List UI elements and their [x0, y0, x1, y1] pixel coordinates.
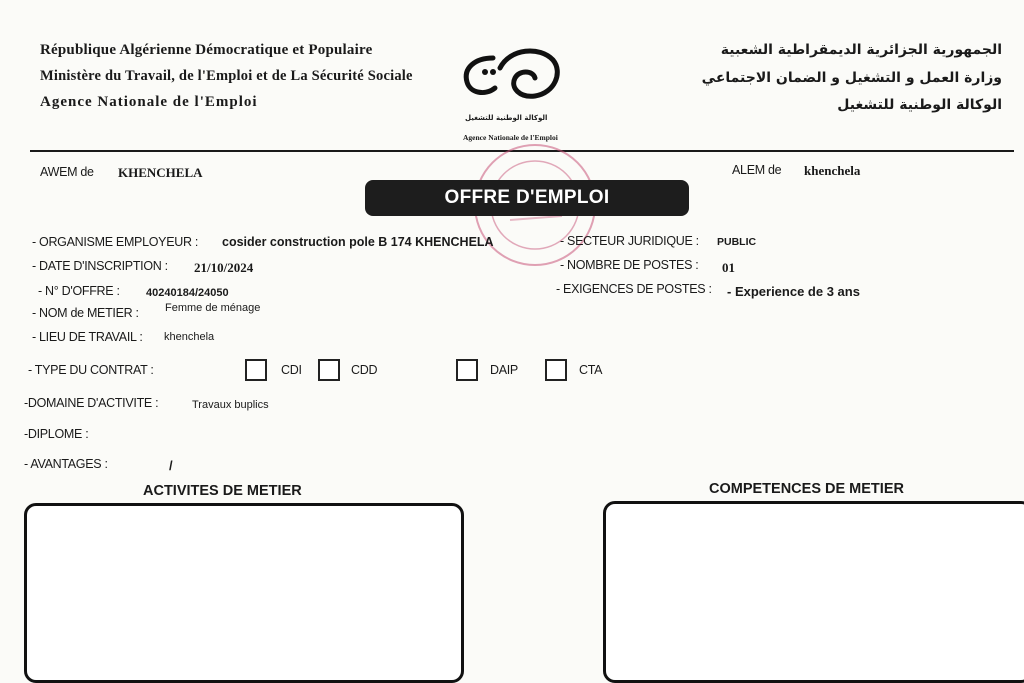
- cdd-checkbox[interactable]: [318, 359, 340, 381]
- organisme-label: - ORGANISME EMPLOYEUR :: [32, 235, 199, 249]
- num-offre-label: - N° D'OFFRE :: [38, 284, 120, 298]
- awem-value: KHENCHELA: [118, 165, 203, 180]
- avantages-label: - AVANTAGES :: [24, 457, 108, 471]
- cta-label: CTA: [579, 363, 603, 377]
- awem-label: AWEM de: [40, 165, 94, 179]
- secteur-value: PUBLIC: [717, 236, 757, 248]
- logo-caption-fr: Agence Nationale de l'Emploi: [463, 133, 558, 142]
- anem-logo-icon: [455, 38, 565, 108]
- activites-panel[interactable]: [24, 503, 464, 683]
- diplome-label: -DIPLOME :: [24, 427, 89, 441]
- daip-label: DAIP: [490, 363, 518, 377]
- alem-label: ALEM de: [732, 163, 782, 177]
- avantages-value: /: [169, 458, 173, 473]
- logo-caption-ar: الوكالة الوطنية للتشغيل: [465, 114, 548, 122]
- nb-postes-label: - NOMBRE DE POSTES :: [560, 258, 699, 272]
- metier-label: - NOM de METIER :: [32, 306, 139, 320]
- anem-logo: [455, 38, 565, 108]
- cdi-checkbox[interactable]: [245, 359, 267, 381]
- nb-postes-value: 01: [722, 260, 735, 275]
- num-offre-value: 40240184/24050: [146, 287, 229, 299]
- offer-title: OFFRE D'EMPLOI: [365, 180, 689, 216]
- header-agency: Agence Nationale de l'Emploi: [40, 94, 258, 110]
- date-value: 21/10/2024: [194, 260, 254, 275]
- activites-title: ACTIVITES DE METIER: [143, 483, 302, 499]
- daip-checkbox[interactable]: [456, 359, 478, 381]
- cta-checkbox[interactable]: [545, 359, 567, 381]
- alem-value: khenchela: [804, 163, 861, 178]
- exigences-label: - EXIGENCES DE POSTES :: [556, 282, 712, 296]
- header-republic-ar: الجمهورية الجزائرية الديمقراطية الشعبية: [720, 42, 1002, 58]
- header-republic: République Algérienne Démocratique et Populaire: [40, 42, 373, 58]
- header-ministry-ar: وزارة العمل و التشغيل و الضمان الاجتماعي: [701, 70, 1002, 86]
- cdi-label: CDI: [281, 363, 302, 377]
- header-agency-ar: الوكالة الوطنية للتشغيل: [837, 97, 1002, 113]
- contrat-label: - TYPE DU CONTRAT :: [28, 363, 154, 377]
- cdd-label: CDD: [351, 363, 378, 377]
- lieu-label: - LIEU DE TRAVAIL :: [32, 330, 143, 344]
- competences-title: COMPETENCES DE METIER: [709, 481, 904, 497]
- competences-panel[interactable]: [603, 501, 1024, 683]
- exigences-value: - Experience de 3 ans: [727, 284, 860, 299]
- lieu-value: khenchela: [164, 331, 215, 343]
- secteur-label: - SECTEUR JURIDIQUE :: [560, 234, 699, 248]
- domaine-value: Travaux buplics: [192, 399, 269, 411]
- metier-value: Femme de ménage: [165, 302, 261, 314]
- domaine-label: -DOMAINE D'ACTIVITE :: [24, 396, 159, 410]
- header-ministry: Ministère du Travail, de l'Emploi et de La Sécurité Sociale: [40, 68, 413, 84]
- date-label: - DATE D'INSCRIPTION :: [32, 259, 168, 273]
- organisme-value: cosider construction pole B 174 KHENCHELA: [222, 235, 494, 249]
